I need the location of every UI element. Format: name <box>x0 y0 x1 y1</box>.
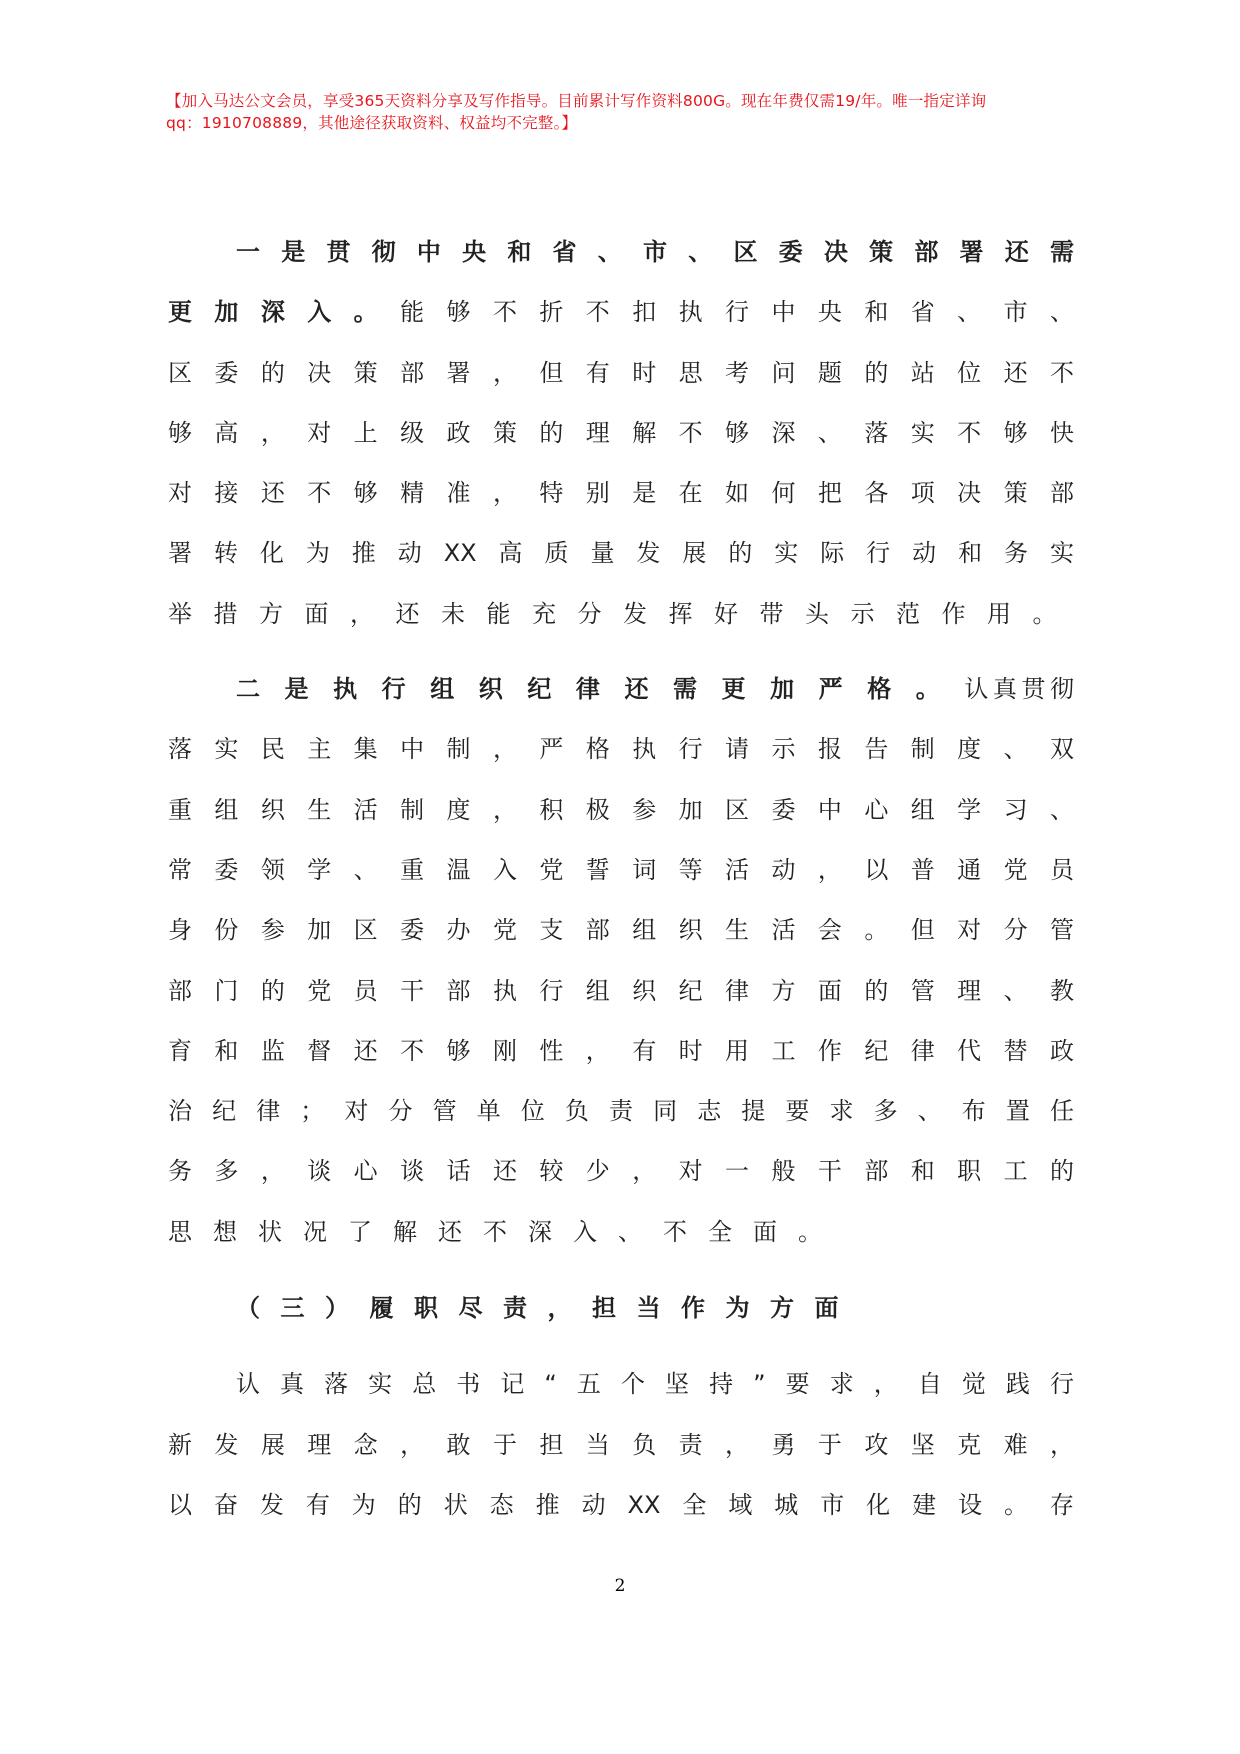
paragraph-text: 认真贯彻 <box>964 675 1075 704</box>
section-heading: （三）履职尽责，担当作为方面 <box>236 1294 859 1323</box>
paragraph-line: 治纪律；对分管单位负责同志提要求多、布置任 <box>168 1097 1074 1126</box>
paragraph-line: 育和监督还不够刚性，有时用工作纪律代替政 <box>168 1036 1074 1065</box>
paragraph-lead-text: 二是执行组织纪律还需更加严格。 <box>236 675 965 704</box>
paragraph-line <box>168 659 1074 719</box>
paragraph-line: 部门的党员干部执行组织纪律方面的管理、教 <box>168 976 1074 1005</box>
paragraph-line: 够高，对上级政策的理解不够深、落实不够快 <box>168 418 1074 447</box>
document-body <box>168 222 1078 1535</box>
paragraph-line: 常委领学、重温入党誓词等活动，以普通党员 <box>168 855 1074 884</box>
paragraph-line: 重组织生活制度，积极参加区委中心组学习、 <box>168 795 1074 824</box>
paragraph-text: 能够不折不扣执行中央和省、市、 <box>400 298 1075 327</box>
paragraph-line: 身份参加区委办党支部组织生活会。但对分管 <box>168 916 1074 945</box>
paragraph-line: 思想状况了解还不深入、不全面。 <box>168 1217 843 1246</box>
section-three <box>168 1278 1074 1535</box>
paragraph-lead-text: 更加深入。 <box>168 298 401 327</box>
paragraph-line: 对接还不够精准，特别是在如何把各项决策部 <box>168 479 1074 508</box>
paragraph-three <box>168 1354 1074 1535</box>
paragraph-line: 举措方面，还未能充分发挥好带头示范作用。 <box>168 599 1078 628</box>
paragraph-one <box>168 222 1078 644</box>
paragraph-two <box>168 659 1074 1262</box>
membership-banner <box>166 90 1066 134</box>
paragraph-line: 认真落实总书记“五个坚持”要求，自觉践行 <box>236 1370 1074 1399</box>
banner-line-1: 【加入马达公文会员，享受365天资料分享及写作指导。目前累计写作资料800G。现在年费仅需19/年。唯一指定详询 <box>166 92 987 110</box>
paragraph-line: 署转化为推动XX高质量发展的实际行动和务实 <box>168 539 1074 568</box>
paragraph-line: 以奋发有为的状态推动XX全域城市化建设。存 <box>168 1490 1074 1519</box>
paragraph-line: 新发展理念，敢于担当负责，勇于攻坚克难， <box>168 1430 1074 1459</box>
page-number: 2 <box>614 1576 626 1596</box>
paragraph-line: 一是贯彻中央和省、市、区委决策部署还需 <box>236 238 1074 266</box>
paragraph-line: 落实民主集中制，严格执行请示报告制度、双 <box>168 735 1074 764</box>
paragraph-line: 务多，谈心谈话还较少，对一般干部和职工的 <box>168 1157 1074 1186</box>
paragraph-line <box>168 282 1074 342</box>
banner-line-2: qq：1910708889，其他途径获取资料、权益均不完整。】 <box>166 114 578 132</box>
paragraph-line: 区委的决策部署，但有时思考问题的站位还不 <box>168 358 1074 387</box>
